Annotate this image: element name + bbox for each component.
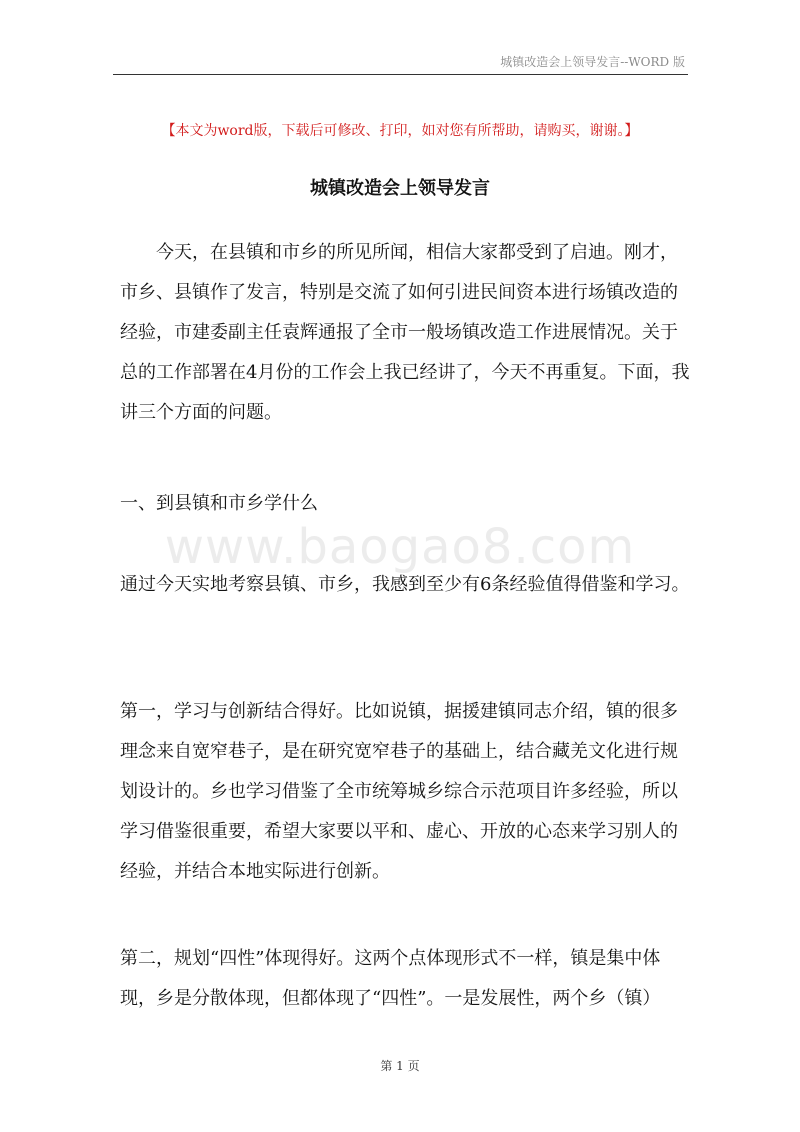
document-title: 城镇改造会上领导发言 <box>310 178 490 199</box>
header-divider <box>113 74 688 75</box>
intro-paragraph: 今天，在县镇和市乡的所见所闻，相信大家都受到了启迪。刚才，市乡、县镇作了发言，特别是交流了如何引进民间资本进行场镇改造的经验，市建委副主任袁辉通报了全市一般场镇改造工作进展情况。关于总的工作部署在4月份的工作会上我已经讲了，今天不再重复。下面，我讲三个方面的问题。 <box>120 242 690 423</box>
running-header: 城镇改造会上领导发言--WORD 版 <box>500 55 685 69</box>
watermark: www.baogao8.com <box>164 519 636 575</box>
purchase-notice: 【本文为word版，下载后可修改、打印，如对您有所帮助，请购买，谢谢。】 <box>161 123 639 139</box>
paragraph-experience: 通过今天实地考察县镇、市乡，我感到至少有6条经验值得借鉴和学习。 <box>120 574 690 595</box>
page-number: 第 1 页 <box>380 1059 420 1073</box>
paragraph-first-point: 第一，学习与创新结合得好。比如说镇，据援建镇同志介绍，镇的很多理念来自宽窄巷子，是在研究宽窄巷子的基础上，结合藏羌文化进行规划设计的。乡也学习借鉴了全市统筹城乡综合示范项目许多经验，所以学习借鉴很重要，希望大家要以平和、虚心、开放的心态来学习别人的经验，并结合本地实际进行创新。 <box>120 701 678 882</box>
section-heading: 一、到县镇和市乡学什么 <box>120 493 318 514</box>
paragraph-second-point: 第二，规划“四性”体现得好。这两个点体现形式不一样，镇是集中体现，乡是分散体现，但都体现了“四性”。一是发展性，两个乡（镇） <box>120 948 661 1009</box>
